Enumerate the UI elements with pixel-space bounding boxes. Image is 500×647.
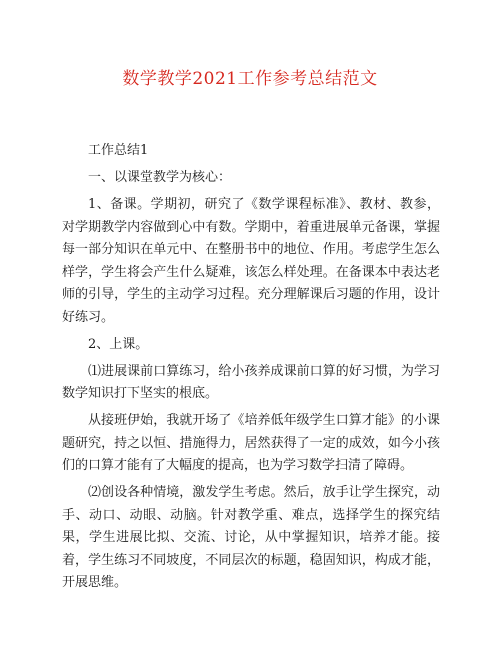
section-heading-classroom: 一、以课堂教学为核心： [88, 170, 232, 185]
paragraph-research: 从接班伊始，我就开场了《培养低年级学生口算才能》的小课题研究，持之以恒、措施得力，居然获得了一定的成效，如今小孩们的口算才能有了大幅度的提高，也为学习数学扫清了障碍。 [62, 413, 440, 473]
document-body [62, 140, 440, 599]
paragraph-situations: ⑵创设各种情境，激发学生考虑。然后，放手让学生探究，动手、动口、动眼、动脑。针对教学重、难点，选择学生的探究结果，学生进展比拟、交流、讨论，从中掌握知识，培养才能。接着，学生练习不同坡度，不同层次的标题，稳固知识，构成才能，开展思维。 [62, 485, 440, 590]
section-heading-summary: 工作总结1 [88, 143, 149, 158]
paragraph-class-heading: 2、上课。 [88, 336, 149, 352]
document-title: 数学教学2021工作参考总结范文 [122, 69, 378, 89]
paragraph-oral-arithmetic: ⑴进展课前口算练习，给小孩养成课前口算的好习惯，为学习数学知识打下坚实的根底。 [62, 363, 440, 401]
paragraph-lesson-prep: 1、备课。学期初，研究了《数学课程标准》、教材、教参，对学期教学内容做到心中有数。学期中，着重进展单元备课，掌握每一部分知识在单元中、在整册书中的地位、作用。考虑学生怎么样学，学生将会产生什么疑难，该怎么样处理。在备课本中表达老师的引导，学生的主动学习过程。充分理解课后习题的作用，设计好练习。 [62, 197, 440, 325]
